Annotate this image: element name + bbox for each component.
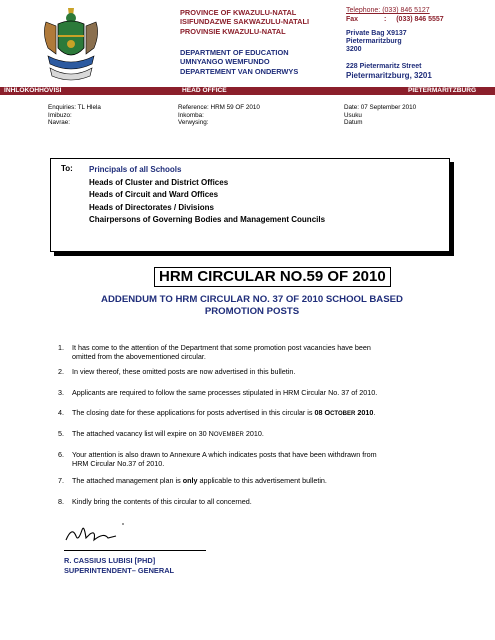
ref-line: Usuku xyxy=(344,111,362,119)
date-column xyxy=(344,104,416,127)
fax-label: Fax xyxy=(346,15,359,23)
recipient-item: Heads of Directorates / Divisions xyxy=(89,202,214,212)
ref-line: Inkomba: xyxy=(178,111,204,119)
item-text xyxy=(72,343,452,361)
item-text xyxy=(72,450,452,468)
item-text-part: The attached vacancy list will expire on 30 N xyxy=(72,429,214,438)
address-line: Private Bag X9137 xyxy=(346,30,407,37)
city: Pietermaritzburg, 3201 xyxy=(346,71,432,80)
item-number: 2. xyxy=(58,367,64,376)
item-number: 3. xyxy=(58,388,64,397)
band-right: PIETERMARITZBURG xyxy=(408,87,477,94)
item-line: omitted from the abovementioned circular. xyxy=(72,352,206,361)
fax-separator: : xyxy=(383,15,387,23)
recipient-item: Heads of Circuit and Ward Offices xyxy=(89,190,219,200)
item-number: 7. xyxy=(58,476,64,485)
recipient-list xyxy=(89,164,325,227)
item-line: It has come to the attention of the Department that some promotion post vacancies have been xyxy=(72,343,371,352)
subtitle-line: PROMOTION POSTS xyxy=(204,306,300,317)
item-text xyxy=(72,408,452,419)
signature-line xyxy=(64,550,206,551)
circular-subtitle xyxy=(52,294,452,318)
closing-date xyxy=(315,408,374,417)
ref-line: Reference: HRM 59 OF 2010 xyxy=(178,104,260,111)
item-text: Applicants are required to follow the same processes stipulated in HRM Circular No. 37 of 2010. xyxy=(72,388,378,397)
item-text: Kindly bring the contents of this circular to all concerned. xyxy=(72,497,252,506)
enquiries-column xyxy=(48,104,101,127)
item-text-part: 2010. xyxy=(243,429,264,438)
province-names xyxy=(180,8,309,36)
item-text xyxy=(72,476,452,485)
fax-value: (033) 846 5557 xyxy=(396,15,444,23)
recipient-item: Principals of all Schools xyxy=(89,165,182,174)
item-text-part: applicable to this advertisement bulletin. xyxy=(197,476,327,485)
postal-address xyxy=(346,30,407,55)
month-part: OVEMBER xyxy=(213,432,244,438)
signer-role: SUPERINTENDENT– GENERAL xyxy=(64,565,175,575)
coat-of-arms-logo xyxy=(40,4,102,86)
item-number: 4. xyxy=(58,408,64,417)
item-text-part: . xyxy=(373,408,376,417)
department-line: UMNYANGO WEMFUNDO xyxy=(180,57,270,67)
contact-details xyxy=(346,7,444,24)
item-number: 1. xyxy=(58,343,64,352)
ref-line: Enquiries: TL Hlela xyxy=(48,104,101,111)
recipient-item: Chairpersons of Governing Bodies and Management Councils xyxy=(89,215,326,225)
date-part: 2010 xyxy=(355,408,374,417)
item-number: 6. xyxy=(58,450,64,459)
address-line: Pietermaritzburg xyxy=(346,38,402,46)
province-line: ISIFUNDAZWE SAKWAZULU-NATALI xyxy=(180,17,310,27)
telephone: Telephone: (033) 846 5127 xyxy=(346,7,430,14)
band-left: INHLOKOHHOVISI xyxy=(4,87,62,94)
address-line: 3200 xyxy=(346,46,362,54)
date-part: CTOBER xyxy=(330,411,356,417)
ref-line: Navrae: xyxy=(48,119,71,127)
office-band xyxy=(0,87,495,95)
ref-line: Date: 07 September 2010 xyxy=(344,104,417,111)
recipient-item: Heads of Cluster and District Offices xyxy=(89,177,229,187)
subtitle-line: ADDENDUM TO HRM CIRCULAR NO. 37 OF 2010 SCHOOL BASED xyxy=(101,294,403,305)
item-number: 8. xyxy=(58,497,64,506)
street: 228 Pietermaritz Street xyxy=(346,63,422,70)
to-label: To: xyxy=(61,164,73,173)
band-center: HEAD OFFICE xyxy=(182,87,227,94)
department-names xyxy=(180,48,298,76)
item-line: HRM Circular No.37 of 2010. xyxy=(72,459,165,468)
signatory xyxy=(64,556,174,575)
ref-line: Datum xyxy=(344,119,363,127)
street-address xyxy=(346,62,432,80)
date-part: 08 O xyxy=(314,408,331,417)
ref-line: Imibuzo: xyxy=(48,111,72,119)
department-line: DEPARTEMENT VAN ONDERWYS xyxy=(180,66,299,76)
circular-title: HRM CIRCULAR NO.59 OF 2010 xyxy=(154,267,391,287)
handwritten-signature xyxy=(64,520,134,548)
reference-column xyxy=(178,104,260,127)
item-line: Your attention is also drawn to Annexure A which indicates posts that have been withdrawn from xyxy=(72,450,377,459)
province-line: PROVINSIE KWAZULU-NATAL xyxy=(180,26,286,36)
item-text-part: The closing date for these applications for posts advertised in this circular is xyxy=(72,408,315,417)
ref-line: Verwysing: xyxy=(178,119,209,127)
item-text xyxy=(72,429,452,440)
item-text-part: The attached management plan is xyxy=(72,476,183,485)
province-line: PROVINCE OF KWAZULU-NATAL xyxy=(180,8,297,17)
department-line: DEPARTMENT OF EDUCATION xyxy=(180,48,289,57)
recipients-box xyxy=(50,158,450,252)
item-number: 5. xyxy=(58,429,64,438)
item-text: In view thereof, these omitted posts are now advertised in this bulletin. xyxy=(72,367,296,376)
signer-name: R. CASSIUS LUBISI [PHD] xyxy=(64,556,156,565)
fax xyxy=(346,16,444,25)
emphasis: only xyxy=(182,476,198,485)
